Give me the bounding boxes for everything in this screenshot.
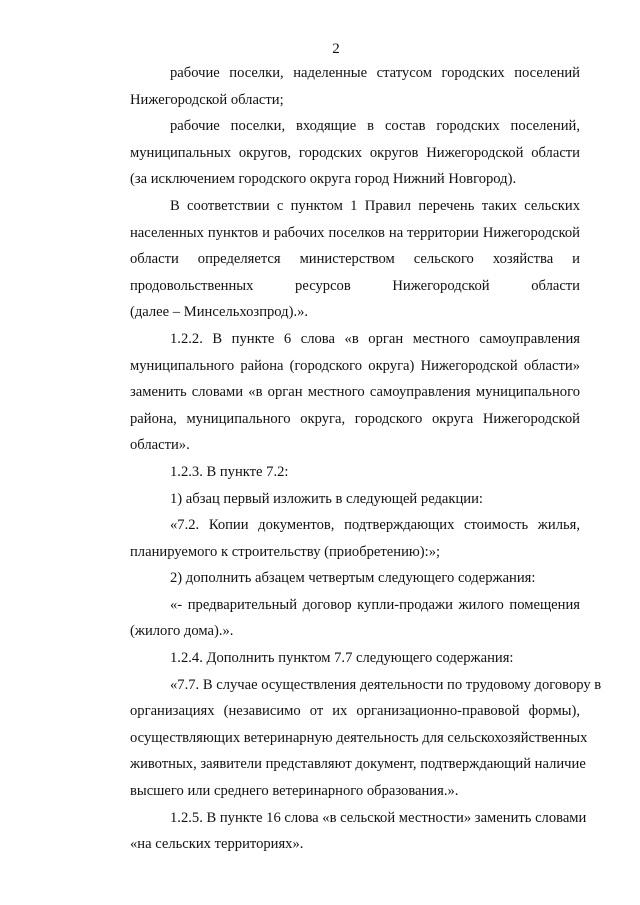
text-line: 2) дополнить абзацем четвертым следующего содержания: (170, 570, 536, 587)
text-line: 1.2.2. В пункте 6 слова «в орган местного самоуправления (170, 330, 580, 347)
paragraph-2 (90, 113, 580, 193)
text-line: «- предварительный договор купли-продажи жилого помещения (170, 596, 580, 613)
text-line: продовольственных ресурсов Нижегородской области (130, 277, 580, 294)
text-line: животных, заявители представляют документ, подтверждающий наличие (130, 756, 586, 773)
paragraph-12 (90, 805, 587, 858)
text-line: осуществляющих ветеринарную деятельность для сельскохозяйственных (130, 729, 588, 746)
paragraph-5 (90, 459, 580, 486)
document-body (90, 60, 602, 858)
text-line: муниципальных округов, городских округов Нижегородской области (130, 144, 580, 161)
text-line: (жилого дома).». (130, 623, 234, 640)
text-line: 1.2.4. Дополнить пунктом 7.7 следующего содержания: (170, 650, 514, 667)
text-line: рабочие поселки, наделенные статусом городских поселений (170, 65, 580, 81)
text-line: района, муниципального округа, городского округа Нижегородской (130, 410, 580, 427)
text-line: «7.2. Копии документов, подтверждающих стоимость жилья, (170, 517, 580, 534)
text-line: «7.7. В случае осуществления деятельности по трудовому договору в (170, 676, 602, 693)
text-line: В соответствии с пунктом 1 Правил перечень таких сельских (170, 197, 580, 214)
text-line: заменить словами «в орган местного самоуправления муниципального (130, 384, 580, 401)
text-line: Нижегородской области; (130, 91, 284, 108)
text-line: планируемого к строительству (приобретению):»; (130, 543, 441, 560)
paragraph-9 (90, 592, 580, 645)
paragraph-3 (90, 193, 580, 326)
text-line: населенных пунктов и рабочих поселков на территории Нижегородской (130, 224, 580, 241)
text-line: организациях (независимо от их организационно-правовой формы), (130, 703, 580, 720)
text-line: муниципального района (городского округа) Нижегородской области» (130, 357, 580, 374)
text-line: рабочие поселки, входящие в состав городских поселений, (170, 118, 580, 135)
paragraph-1 (90, 60, 580, 113)
paragraph-11 (90, 672, 602, 805)
paragraph-6 (90, 486, 580, 513)
text-line: 1) абзац первый изложить в следующей редакции: (170, 490, 483, 507)
page-number: 2 (332, 41, 340, 57)
text-line: области». (130, 437, 190, 454)
text-line: (за исключением городского округа город Нижний Новгород). (130, 171, 517, 188)
paragraph-7 (90, 512, 580, 565)
paragraph-4 (90, 326, 580, 459)
text-line: области определяется министерством сельского хозяйства и (130, 251, 580, 268)
text-line: (далее – Минсельхозпрод).». (130, 304, 309, 321)
text-line: 1.2.3. В пункте 7.2: (170, 463, 289, 480)
text-line: «на сельских территориях». (130, 836, 304, 853)
text-line: высшего или среднего ветеринарного образования.». (130, 783, 459, 800)
paragraph-10 (90, 645, 580, 672)
text-line: 1.2.5. В пункте 16 слова «в сельской местности» заменить словами (170, 809, 587, 826)
paragraph-8 (90, 565, 580, 592)
